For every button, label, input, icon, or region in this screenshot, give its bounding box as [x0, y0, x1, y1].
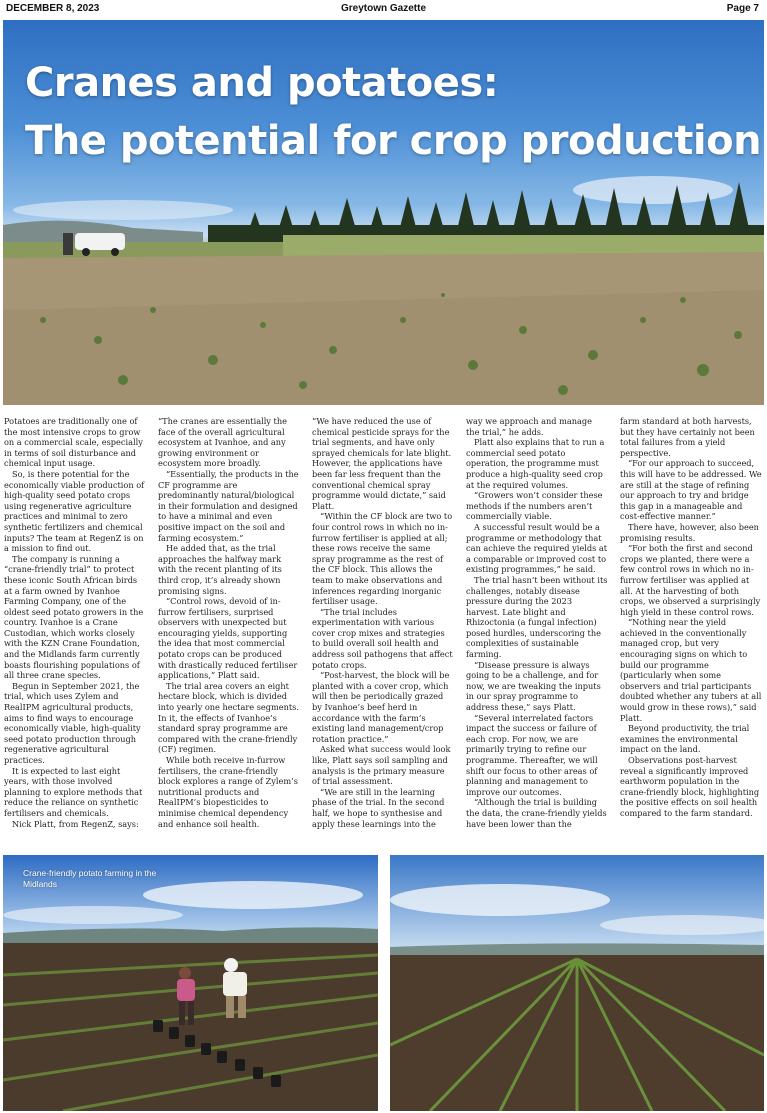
article-column-4	[466, 416, 608, 848]
issue-date: DECEMBER 8, 2023	[6, 3, 100, 14]
paragraph: Nick Platt, from RegenZ, says:	[12, 818, 139, 829]
workers-field-illustration	[3, 855, 378, 1111]
paragraph: Beyond productivity, the trial examines the environmental impact on the land.	[620, 723, 750, 755]
paragraph: The trial area covers an eight hectare block, which is divided into yearly one hectare segments. In it, the effects of Ivanhoe’s standard spray programme are compared with the crane-friendly (CF) regimen.	[158, 680, 299, 755]
paragraph: “Disease pressure is always going to be a challenge, and for now, we are tweaking the inputs in our spray programme to address these,” says Platt.	[466, 659, 601, 713]
paragraph: “Within the CF block are two to four control rows in which no in-furrow fertiliser is applied at all; these rows receive the same spray programme as the rest of the CF block. This allows the team to make observations and inferences regarding inorganic fertiliser usage.	[312, 511, 453, 607]
photo-caption: Crane-friendly potato farming in the Midlands	[23, 868, 157, 889]
paragraph: “The trial includes experimentation with various cover crop mixes and strategies to build overall soil health and address soil pathogens that affect potato crops.	[312, 606, 453, 670]
paragraph: “Growers won’t consider these methods if the numbers aren’t commercially viable.	[466, 490, 603, 522]
newspaper-name: Greytown Gazette	[340, 3, 427, 14]
paragraph: farm standard at both harvests, but they have certainly not been total failures from a yield perspective.	[620, 416, 755, 458]
article-column-1	[4, 416, 146, 848]
headline-line-2: The potential for crop production	[25, 118, 762, 164]
paragraph: “The cranes are essentially the face of the overall agricultural ecosystem at Ivanhoe, and any growing environment or ecosystem more broadly.	[158, 416, 287, 469]
paragraph: Asked what success would look like, Platt says soil sampling and analysis is the primary measure of trial assessment.	[312, 744, 451, 787]
paragraph: “Although the trial is building the data, the crane-friendly yields have been lower than the	[466, 797, 607, 829]
paragraph: There have, however, also been promising results.	[620, 521, 759, 543]
paragraph: While both receive in-furrow fertilisers, the crane-friendly block explores a range of Zylem’s nutritional products and RealIPM’s biopesticides to minimise chemical dependency and enhance soil health.	[158, 755, 298, 829]
paragraph: Observations post-harvest reveal a significantly improved earthworm population in the crane-friendly block, highlighting the positive effects on soil health compared to the farm standard.	[620, 755, 760, 818]
paragraph: “For both the first and second crops we planted, there were a few control rows in which no in-furrow fertiliser was applied at all. At the harvesting of both crops, we observed a surprisingly high yield in these control rows.	[620, 543, 761, 617]
article-column-5	[620, 416, 762, 848]
paragraph: “Essentially, the products in the CF programme are predominantly natural/biological in their formulation and designed to have a minimal and even positive impact on the soil and farming ecosystem.”	[158, 468, 299, 543]
photo-potato-rows	[390, 855, 764, 1111]
paragraph: “Control rows, devoid of in-furrow fertilisers, surprised observers with unexpected but encouraging yields, supporting the idea that most commercial potato crops can be produced with drastically reduced fertiliser applications,” Platt said.	[158, 596, 298, 681]
potato-rows-illustration	[390, 855, 764, 1111]
article-body	[4, 416, 764, 848]
paragraph: The company is running a “crane-friendly trial” to protect these iconic South African birds at a farm owned by Ivanhoe Farming Company, one of the oldest seed potato growers in the country. Ivanhoe is a Crane Custodian, which works closely with the KZN Crane Foundation, and the Midlands farm currently boasts flourishing populations of all three crane species.	[4, 553, 144, 681]
paragraph: “Post-harvest, the block will be planted with a cover crop, which will then be periodically grazed by Ivanhoe’s beef herd in accordance with the farm’s existing land management/crop rotation practice.”	[312, 670, 450, 744]
paragraph: “We are still in the learning phase of the trial. In the second half, we hope to synthesise and apply these learnings into the	[312, 786, 445, 829]
paragraph: Begun in September 2021, the trial, which uses Zylem and RealIPM agricultural products, aims to find ways to encourage economically viable, high-quality seed potato production through regenerative agricultural practices.	[4, 680, 141, 765]
paragraph: So, is there potential for the economically viable production of high-quality seed potato crops using regenerative agriculture practices and minimal to zero synthetic fertilizers and chemical inputs? The team at RegenZ is on a mission to find out.	[4, 468, 145, 554]
paragraph: It is expected to last eight years, with those involved planning to explore methods that reduce the reliance on synthetic fertilisers and chemicals.	[4, 765, 143, 818]
photo-workers-planting	[3, 855, 378, 1111]
paragraph: Platt also explains that to run a commercial seed potato operation, the programme must produce a high-quality seed crop at the required volumes.	[466, 437, 605, 490]
article-column-2	[158, 416, 300, 848]
masthead	[0, 0, 767, 18]
paragraph: “Several interrelated factors impact the success or failure of each crop. For now, we are primarily trying to refine our programme. Thereafter, we will shift our focus to other areas of planning and management to improve our outcomes.	[466, 712, 598, 797]
page-number: Page 7	[726, 3, 759, 14]
paragraph: “Nothing near the yield achieved in the conventionally managed crop, but very encouraging signs on which to build our programme (particularly when some observers and trial participants doubted whether any tubers at all would grow in these rows),” said Platt.	[620, 617, 762, 723]
paragraph: He added that, as the trial approaches the halfway mark with the recent planting of its third crop, it’s already shown promising signs.	[158, 543, 282, 596]
paragraph: “We have reduced the use of chemical pesticide sprays for the trial segments, and have only sprayed chemicals for late blight. However, the applications have been far less frequent than the conventional chemical spray programme would dictate,” said Platt.	[312, 416, 452, 511]
paragraph: “For our approach to succeed, this will have to be addressed. We are still at the stage of refining our approach to try and bridge this gap in a manageable and cost-effective manner.”	[620, 458, 762, 522]
paragraph: way we approach and manage the trial,” he adds.	[466, 416, 593, 437]
paragraph: A successful result would be a programme or methodology that can achieve the required yields at a comparable or improved cost to existing programmes,” he said.	[466, 521, 608, 575]
paragraph: Potatoes are traditionally one of the most intensive crops to grow on a commercial scale, especially in terms of soil disturbance and chemical input usage.	[4, 416, 143, 469]
headline-line-1: Cranes and potatoes:	[25, 60, 499, 106]
paragraph: The trial hasn’t been without its challenges, notably disease pressure during the 2023 harvest. Late blight and Rhizoctonia (a fungal infection) posed hurdles, underscoring the complexities of sustainable farming.	[466, 574, 608, 660]
article-column-3	[312, 416, 454, 848]
headline	[25, 54, 764, 170]
hero-photo	[3, 20, 764, 405]
